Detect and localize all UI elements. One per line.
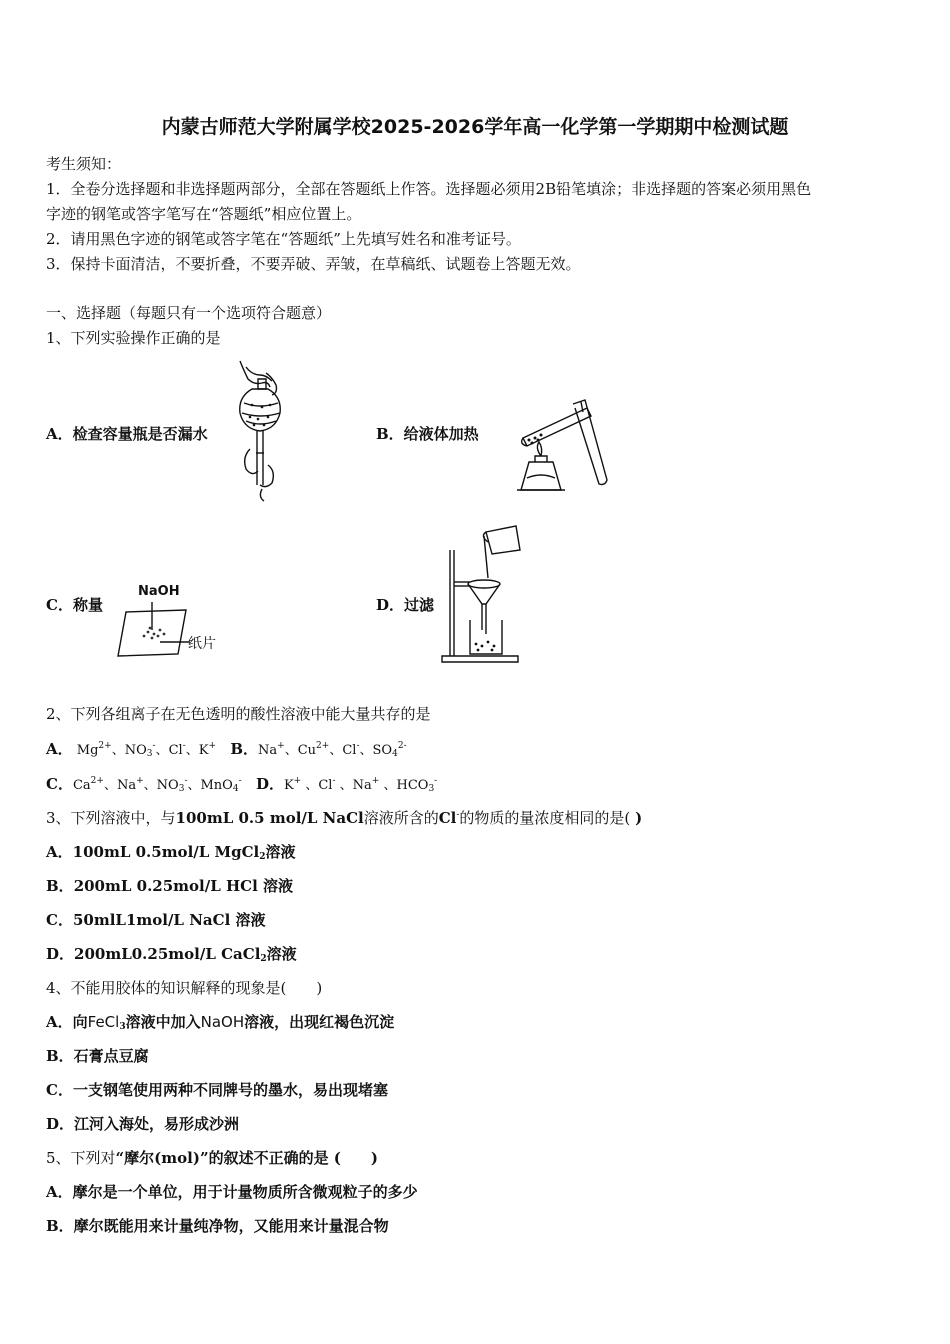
notice-line-3: 3．保持卡面清洁，不要折叠，不要弄破、弄皱，在草稿纸、试题卷上答题无效。 — [46, 255, 581, 273]
q2-row-ab: A． $Mg^{2+}$、$NO_3^-$、Cl-、K+ B．Na+、$Cu^{2+}$、Cl-、$SO_4^{2-}$ — [46, 740, 407, 759]
q3-a-tail: 溶液 — [265, 843, 296, 861]
ion-na: Na — [258, 743, 278, 758]
q1-option-b: B．给液体加热 — [376, 425, 479, 443]
notice-line-1a: 1．全卷分选择题和非选择题两部分，全部在答题纸上作答。选择题必须用2B铅笔填涂；非选择题的答案必须用黑色 — [46, 180, 812, 198]
ion-hco3: HCO — [396, 778, 429, 793]
notice-line-1b: 字迹的钢笔或答字笔写在“答题纸”相应位置上。 — [46, 205, 362, 223]
q5-stem — [46, 1147, 378, 1168]
q3-stem — [46, 807, 642, 828]
q2-option-c-label: C． — [46, 775, 73, 793]
q4-option-a — [46, 1011, 394, 1032]
q4-a2: FeCl — [87, 1013, 120, 1031]
q3-stem-c: 溶液所含的 — [363, 809, 439, 827]
ion-cl: Cl — [168, 743, 183, 758]
q4-a1: A．向 — [46, 1013, 88, 1031]
ion-no3-sub: 3 — [146, 749, 153, 759]
filtration-figure — [440, 522, 524, 664]
ion-no3-c-sub: 3 — [178, 784, 185, 794]
ion-cl-b-charge: - — [356, 741, 360, 751]
paper-label: 纸片 — [188, 636, 216, 652]
q3-stem-d: Cl — [438, 809, 457, 827]
page-title: 内蒙古师范大学附属学校2025-2026学年高一化学第一学期期中检测试题 — [161, 116, 789, 138]
q3-stem-e: 的物质的量浓度相同的是( — [459, 809, 631, 827]
q1-option-a: A．检查容量瓶是否漏水 — [46, 425, 208, 443]
q5-stem-b: “摩尔(mol)”的叙述不正确的是 ( ) — [115, 1149, 378, 1167]
q3-option-b — [46, 875, 293, 896]
ion-k-d-charge: + — [293, 776, 302, 786]
ion-na-charge: + — [277, 741, 285, 751]
q3-option-d — [46, 943, 297, 964]
q3-stem-f: ) — [635, 809, 643, 827]
ion-mno4-charge: - — [238, 776, 242, 786]
q3-b-label: B． — [46, 877, 74, 895]
ion-no3: NO — [124, 743, 147, 758]
ion-so4-sub: 4 — [392, 749, 398, 759]
q3-c-text: 50mlL1mol/L NaCl — [72, 911, 231, 929]
q2-option-b-label: B． — [230, 740, 258, 758]
q3-option-a — [46, 841, 296, 862]
q1-option-d: D．过滤 — [376, 596, 435, 614]
q1-stem: 1、下列实验操作正确的是 — [46, 329, 221, 347]
q3-d-text: 200mL0.25mol/L CaCl — [74, 945, 261, 963]
q5-option-a: A．摩尔是一个单位，用于计量物质所含微观粒子的多少 — [46, 1183, 418, 1201]
naoh-label: NaOH — [138, 584, 180, 599]
q2-option-a-label: A． — [46, 740, 73, 758]
ion-mg: Mg — [76, 743, 99, 758]
q3-stem-b: 100mL 0.5 mol/L NaCl — [175, 809, 364, 827]
q4-option-b: B．石膏点豆腐 — [46, 1047, 149, 1065]
ion-k-charge: + — [208, 741, 216, 751]
ion-cl-b: Cl — [342, 743, 357, 758]
ion-na-c-charge: + — [136, 776, 144, 786]
q5-stem-a: 5、下列对 — [46, 1149, 116, 1167]
volumetric-flask-figure — [232, 357, 288, 502]
weighing-paper-figure — [116, 600, 192, 658]
q3-a-label: A． — [46, 843, 73, 861]
test-tube-heating-figure — [505, 398, 615, 498]
ion-cl-charge: - — [182, 741, 186, 751]
ion-so4-charge: 2- — [397, 741, 407, 751]
ion-na-c: Na — [116, 778, 137, 793]
ion-so4: SO — [372, 743, 393, 758]
section-heading: 一、选择题（每题只有一个选项符合题意） — [46, 304, 332, 322]
ion-no3-c: NO — [156, 778, 179, 793]
ion-ca-charge: 2+ — [90, 776, 104, 786]
q3-b-tail: 溶液 — [263, 877, 294, 895]
notice-line-2: 2．请用黑色字迹的钢笔或答字笔在“答题纸”上先填写姓名和准考证号。 — [46, 230, 521, 248]
ion-na-d-charge: + — [371, 776, 380, 786]
q3-stem-a: 3、下列溶液中，与 — [46, 809, 176, 827]
q3-b-text: 200mL 0.25mol/L HCl — [73, 877, 258, 895]
ion-cu-charge: 2+ — [316, 741, 330, 751]
ion-mno4: MnO — [200, 778, 233, 793]
q4-a2-sub: 3 — [119, 1022, 126, 1032]
q4-option-d: D．江河入海处，易形成沙洲 — [46, 1115, 240, 1133]
q2-option-d-label: D． — [255, 775, 284, 793]
q3-a-sub: 2 — [259, 852, 266, 862]
ion-na-d: Na — [352, 778, 372, 793]
q4-stem: 4、不能用胶体的知识解释的现象是( ) — [46, 979, 323, 997]
q3-d-label: D． — [46, 945, 75, 963]
q4-a4: NaOH — [200, 1013, 245, 1031]
ion-k-d: K — [283, 778, 294, 793]
ion-hco3-charge: - — [434, 776, 438, 786]
q4-option-c: C．一支钢笔使用两种不同牌号的墨水，易出现堵塞 — [46, 1081, 388, 1099]
q3-option-c — [46, 909, 266, 930]
ion-mg-charge: 2+ — [98, 741, 112, 751]
ion-ca: Ca — [72, 778, 91, 793]
q3-d-sub: 2 — [260, 954, 267, 964]
q3-d-tail: 溶液 — [266, 945, 297, 963]
ion-cl-d-charge: - — [332, 776, 336, 786]
ion-k: K — [198, 743, 209, 758]
q5-option-b: B．摩尔既能用来计量纯净物，又能用来计量混合物 — [46, 1217, 389, 1235]
ion-mno4-sub: 4 — [232, 784, 239, 794]
ion-no3-c-charge: - — [184, 776, 188, 786]
ion-cl-d: Cl — [318, 778, 333, 793]
q2-row-cd: C．$Ca^{2+}$、Na+、$NO_3^-$、MnO$_4$- D．K+ 、Cl- 、Na+ 、$HCO_3^-$ — [46, 775, 438, 794]
q4-a5: 溶液，出现红褐色沉淀 — [244, 1013, 395, 1031]
ion-cu: Cu — [297, 743, 317, 758]
q3-stem-d-charge: - — [456, 810, 460, 820]
ion-no3-charge: - — [152, 741, 156, 751]
q1-option-c: C．称量 — [46, 596, 103, 614]
q4-a3: 溶液中加入 — [125, 1013, 201, 1031]
ion-hco3-sub: 3 — [428, 784, 435, 794]
q3-c-tail: 溶液 — [235, 911, 266, 929]
notice-heading: 考生须知： — [46, 155, 122, 173]
q3-a-text: 100mL 0.5mol/L MgCl — [72, 843, 260, 861]
q3-c-label: C． — [46, 911, 73, 929]
q2-stem: 2、下列各组离子在无色透明的酸性溶液中能大量共存的是 — [46, 705, 431, 723]
